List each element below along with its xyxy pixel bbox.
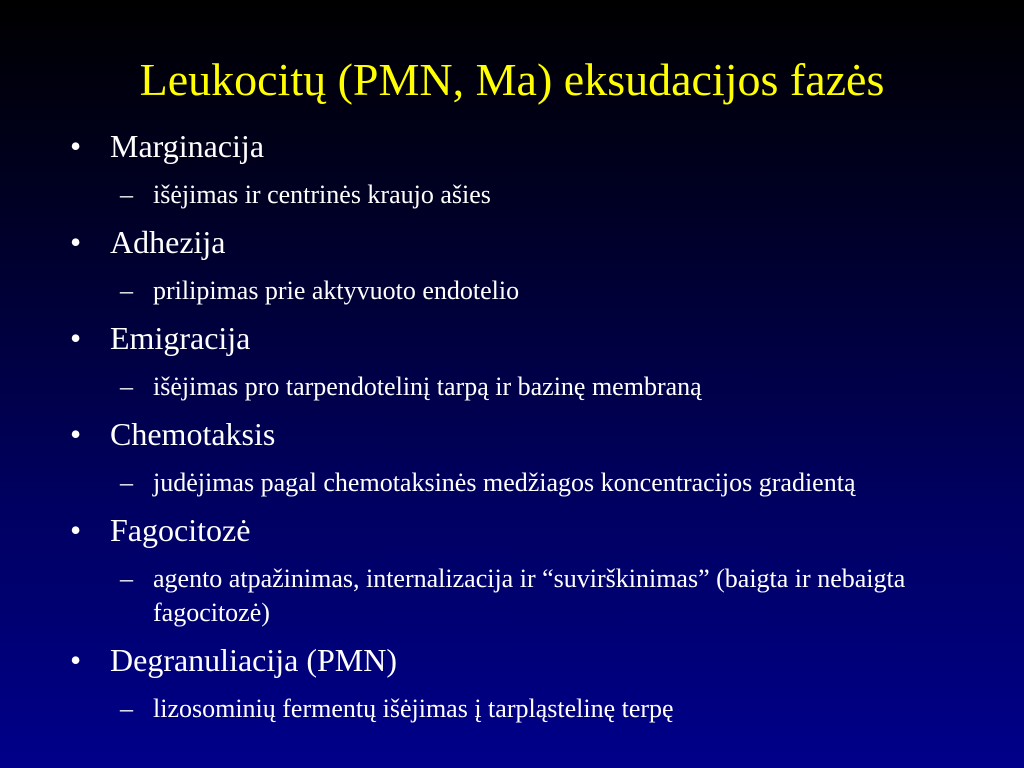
bullet-item [0,318,1024,358]
bullet-list [0,126,1024,736]
sub-marker: – [120,468,133,497]
sub-text: išėjimas pro tarpendotelinį tarpą ir bazinę membraną [153,372,702,401]
sub-text: judėjimas pagal chemotaksinės medžiagos koncentracijos gradientą [153,468,856,497]
sub-item [0,370,1024,404]
sub-text: lizosominių fermentų išėjimas į tarpląstelinę terpę [153,694,674,723]
sub-text: prilipimas prie aktyvuoto endotelio [153,276,520,305]
sub-item [0,562,1024,630]
bullet-item [0,414,1024,454]
sub-marker: – [120,276,133,305]
sub-text: agento atpažinimas, internalizacija ir “suvirškinimas” (baigta ir nebaigta fagocitozė) [153,564,906,627]
bullet-item [0,510,1024,550]
bullet-item [0,222,1024,262]
bullet-label: Adhezija [110,224,226,260]
bullet-label: Marginacija [110,128,265,164]
slide-title: Leukocitų (PMN, Ma) eksudacijos fazės [139,54,885,105]
bullet-label: Chemotaksis [110,416,276,452]
sub-text: išėjimas ir centrinės kraujo ašies [153,180,491,209]
sub-marker: – [120,372,133,401]
bullet-label: Emigracija [110,320,251,356]
sub-item [0,178,1024,212]
bullet-label: Degranuliacija (PMN) [110,642,398,678]
sub-item [0,466,1024,500]
sub-item [0,274,1024,308]
sub-marker: – [120,694,133,723]
bullet-marker: • [70,642,82,678]
bullet-marker: • [70,512,82,548]
bullet-marker: • [70,224,82,260]
bullet-label: Fagocitozė [110,512,251,548]
sub-marker: – [120,564,133,593]
bullet-marker: • [70,320,82,356]
sub-marker: – [120,180,133,209]
bullet-marker: • [70,128,82,164]
bullet-marker: • [70,416,82,452]
bullet-item [0,640,1024,680]
bullet-item [0,126,1024,166]
sub-item [0,692,1024,726]
